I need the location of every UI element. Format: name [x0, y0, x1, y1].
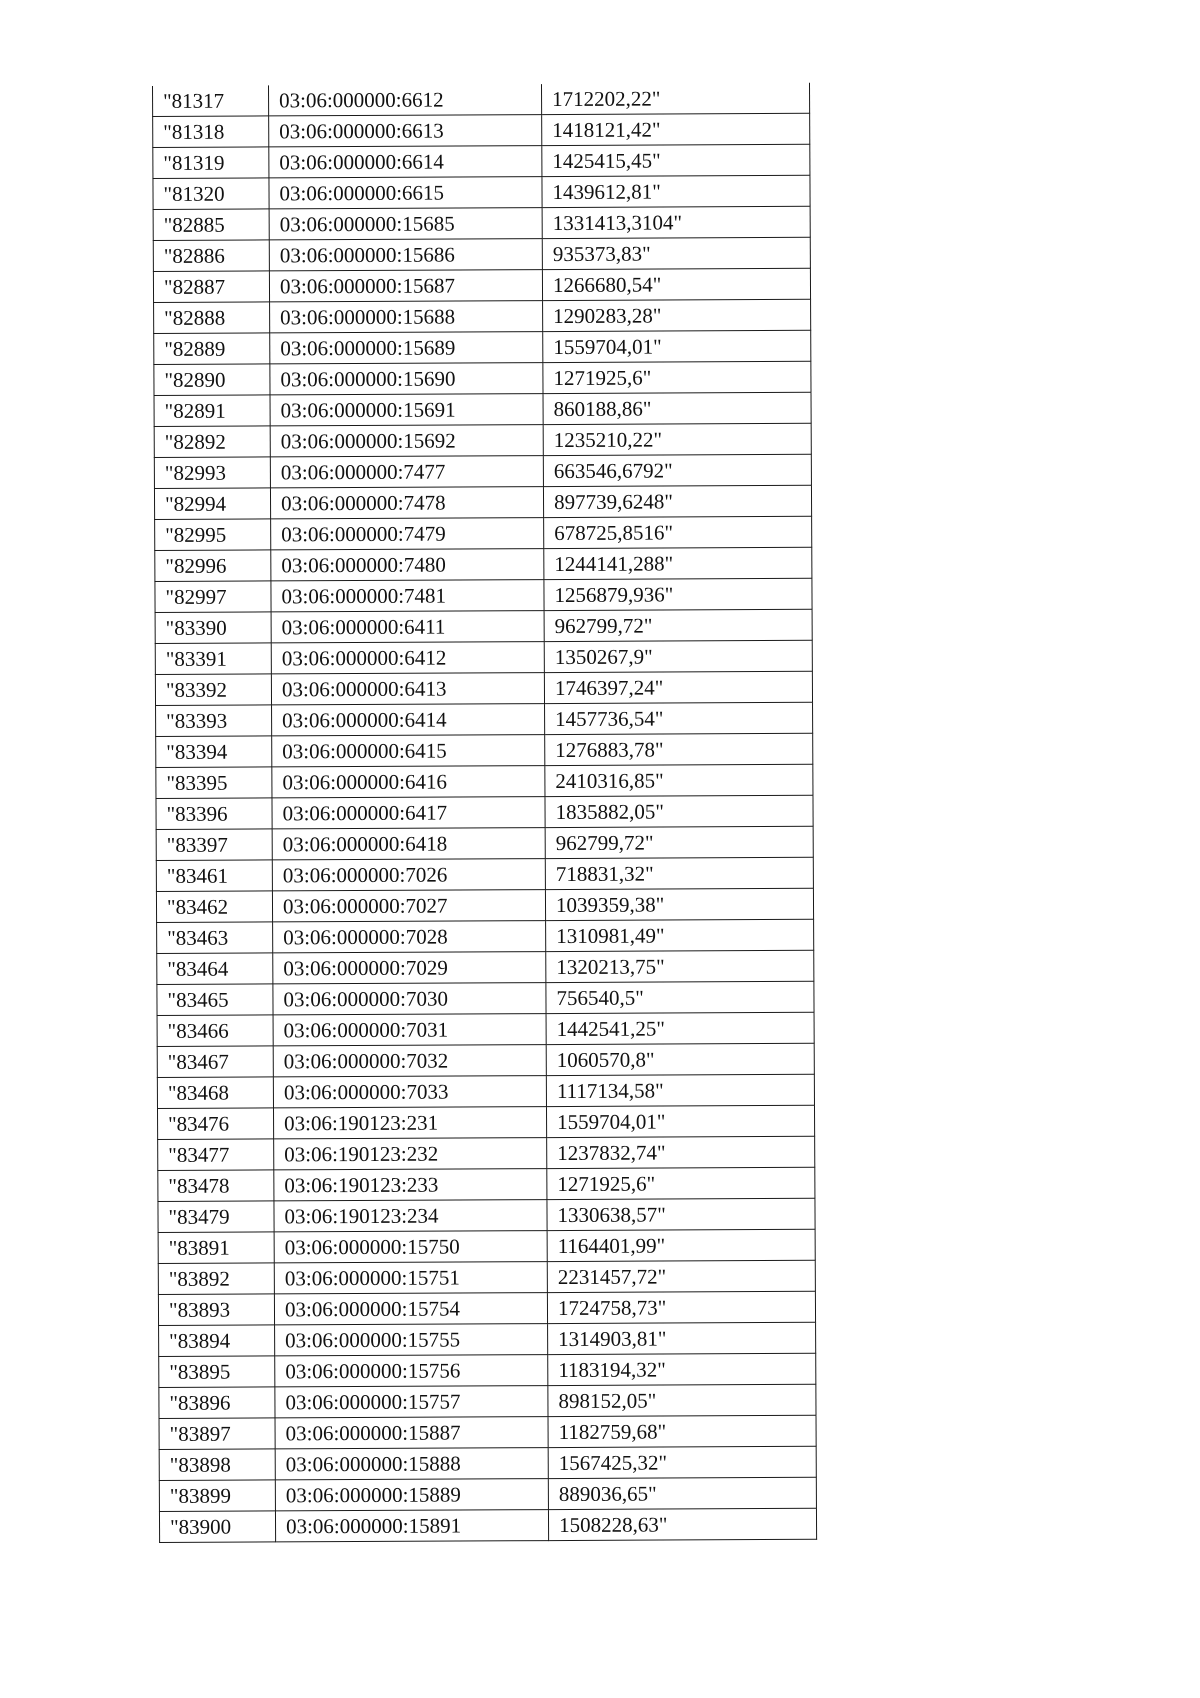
cadastral-value-cell: 1235210,22"	[543, 423, 811, 455]
cadastral-value-cell: 897739,6248"	[543, 485, 811, 517]
cadastral-value-cell: 1320213,75"	[546, 950, 814, 982]
table-row	[156, 702, 813, 736]
record-number-cell: "83900	[159, 1511, 275, 1543]
record-number-cell: "83899	[159, 1480, 275, 1512]
table-row	[155, 578, 812, 612]
table-row	[159, 1415, 816, 1449]
cadastral-value-cell: 1439612,81"	[542, 175, 810, 207]
table-row	[153, 237, 810, 271]
cadastral-number-cell: 03:06:000000:7477	[270, 456, 543, 488]
record-number-cell: "83895	[159, 1356, 275, 1388]
table-row	[158, 1229, 815, 1263]
cadastral-value-cell: 1290283,28"	[543, 299, 811, 331]
cadastral-number-cell: 03:06:000000:15751	[274, 1262, 547, 1294]
table-row	[154, 423, 811, 457]
cadastral-value-cell: 1256879,936"	[544, 578, 812, 610]
cadastral-number-cell: 03:06:000000:7027	[272, 890, 545, 922]
table-row	[153, 175, 810, 209]
table-row	[156, 733, 813, 767]
record-number-cell: "81320	[153, 178, 269, 210]
cadastral-value-cell: 1330638,57"	[547, 1198, 815, 1230]
table-row	[157, 1074, 814, 1108]
cadastral-value-cell: 860188,86"	[543, 392, 811, 424]
cadastral-value-cell: 1266680,54"	[542, 268, 810, 300]
cadastral-value-cell: 935373,83"	[542, 237, 810, 269]
record-number-cell: "82995	[155, 519, 271, 551]
cadastral-value-cell: 1567425,32"	[548, 1446, 816, 1478]
table-row	[157, 950, 814, 984]
table-row	[154, 485, 811, 519]
record-number-cell: "83891	[158, 1232, 274, 1264]
table-row	[155, 609, 812, 643]
cadastral-value-cell: 1350267,9"	[544, 640, 812, 672]
cadastral-value-cell: 663546,6792"	[543, 454, 811, 486]
table-row	[159, 1353, 816, 1387]
table-row	[156, 826, 813, 860]
table-row	[157, 1043, 814, 1077]
cadastral-value-cell: 1559704,01"	[546, 1105, 814, 1137]
record-number-cell: "83394	[156, 736, 272, 768]
table-row	[156, 764, 813, 798]
cadastral-value-cell: 1039359,38"	[545, 888, 813, 920]
cadastral-value-table	[152, 83, 817, 1543]
cadastral-number-cell: 03:06:000000:15888	[275, 1448, 548, 1480]
cadastral-value-cell: 1276883,78"	[545, 733, 813, 765]
table-row	[159, 1384, 816, 1418]
record-number-cell: "83395	[156, 767, 272, 799]
cadastral-number-cell: 03:06:000000:7028	[273, 921, 546, 953]
cadastral-number-cell: 03:06:000000:7480	[271, 549, 544, 581]
cadastral-number-cell: 03:06:000000:15689	[270, 332, 543, 364]
record-number-cell: "83392	[155, 674, 271, 706]
table-row	[158, 1136, 815, 1170]
record-number-cell: "81318	[153, 116, 269, 148]
table-row	[157, 981, 814, 1015]
table-row	[154, 392, 811, 426]
record-number-cell: "83465	[157, 984, 273, 1016]
table-row	[159, 1477, 816, 1511]
cadastral-value-cell: 889036,65"	[548, 1477, 816, 1509]
record-number-cell: "83468	[157, 1077, 273, 1109]
cadastral-value-cell: 1746397,24"	[544, 671, 812, 703]
record-number-cell: "83461	[156, 860, 272, 892]
cadastral-number-cell: 03:06:000000:7479	[271, 518, 544, 550]
record-number-cell: "83391	[155, 643, 271, 675]
cadastral-value-cell: 1425415,45"	[542, 144, 810, 176]
cadastral-value-cell: 1457736,54"	[545, 702, 813, 734]
cadastral-number-cell: 03:06:000000:6615	[269, 177, 542, 209]
table-row	[156, 857, 813, 891]
table-row	[155, 671, 812, 705]
record-number-cell: "83393	[156, 705, 272, 737]
record-number-cell: "83464	[157, 953, 273, 985]
cadastral-value-cell: 1712202,22"	[541, 83, 809, 115]
record-number-cell: "83397	[156, 829, 272, 861]
cadastral-value-cell: 962799,72"	[544, 609, 812, 641]
record-number-cell: "82996	[155, 550, 271, 582]
cadastral-number-cell: 03:06:000000:15687	[269, 270, 542, 302]
table-body	[153, 83, 817, 1543]
record-number-cell: "83892	[158, 1263, 274, 1295]
cadastral-value-cell: 1271925,6"	[547, 1167, 815, 1199]
cadastral-value-cell: 1559704,01"	[543, 330, 811, 362]
cadastral-number-cell: 03:06:000000:6412	[271, 642, 544, 674]
cadastral-value-cell: 1060570,8"	[546, 1043, 814, 1075]
cadastral-number-cell: 03:06:190123:231	[273, 1107, 546, 1139]
table-row	[154, 454, 811, 488]
cadastral-value-cell: 1271925,6"	[543, 361, 811, 393]
cadastral-number-cell: 03:06:000000:6415	[272, 735, 545, 767]
cadastral-number-cell: 03:06:000000:15756	[275, 1355, 548, 1387]
record-number-cell: "83478	[158, 1170, 274, 1202]
cadastral-value-cell: 898152,05"	[548, 1384, 816, 1416]
cadastral-number-cell: 03:06:000000:6414	[272, 704, 545, 736]
table-row	[153, 144, 810, 178]
record-number-cell: "83463	[157, 922, 273, 954]
table-row	[155, 640, 812, 674]
cadastral-value-cell: 1724758,73"	[547, 1291, 815, 1323]
table-row	[158, 1167, 815, 1201]
cadastral-number-cell: 03:06:000000:6614	[269, 146, 542, 178]
record-number-cell: "81317	[153, 85, 269, 116]
table-row	[157, 1105, 814, 1139]
cadastral-number-cell: 03:06:000000:6613	[269, 115, 542, 147]
cadastral-value-cell: 1237832,74"	[547, 1136, 815, 1168]
record-number-cell: "82885	[153, 209, 269, 241]
cadastral-value-cell: 1310981,49"	[546, 919, 814, 951]
cadastral-number-cell: 03:06:000000:15685	[269, 208, 542, 240]
cadastral-number-cell: 03:06:000000:15688	[270, 301, 543, 333]
record-number-cell: "82997	[155, 581, 271, 613]
cadastral-value-cell: 1835882,05"	[545, 795, 813, 827]
cadastral-number-cell: 03:06:000000:7481	[271, 580, 544, 612]
record-number-cell: "83479	[158, 1201, 274, 1233]
cadastral-value-cell: 962799,72"	[545, 826, 813, 858]
table-row	[153, 113, 810, 147]
record-number-cell: "82993	[154, 457, 270, 489]
record-number-cell: "83894	[159, 1325, 275, 1357]
cadastral-value-cell: 1442541,25"	[546, 1012, 814, 1044]
cadastral-value-cell: 718831,32"	[545, 857, 813, 889]
table-row	[153, 206, 810, 240]
record-number-cell: "82890	[154, 364, 270, 396]
record-number-cell: "82887	[153, 271, 269, 303]
cadastral-number-cell: 03:06:000000:15754	[274, 1293, 547, 1325]
record-number-cell: "83467	[157, 1046, 273, 1078]
record-number-cell: "82889	[154, 333, 270, 365]
cadastral-number-cell: 03:06:000000:15750	[274, 1231, 547, 1263]
record-number-cell: "83898	[159, 1449, 275, 1481]
table-row	[157, 1012, 814, 1046]
record-number-cell: "81319	[153, 147, 269, 179]
cadastral-number-cell: 03:06:000000:15887	[275, 1417, 548, 1449]
table-row	[155, 516, 812, 550]
table-row	[156, 888, 813, 922]
table-row	[154, 361, 811, 395]
cadastral-number-cell: 03:06:000000:6612	[268, 84, 541, 116]
cadastral-number-cell: 03:06:000000:15757	[275, 1386, 548, 1418]
table-row	[159, 1322, 816, 1356]
record-number-cell: "82886	[153, 240, 269, 272]
table-row	[153, 83, 810, 117]
table-row	[154, 299, 811, 333]
cadastral-value-cell: 2410316,85"	[545, 764, 813, 796]
cadastral-number-cell: 03:06:000000:7032	[273, 1045, 546, 1077]
cadastral-number-cell: 03:06:000000:15691	[270, 394, 543, 426]
cadastral-value-cell: 1164401,99"	[547, 1229, 815, 1261]
cadastral-value-cell: 1331413,3104"	[542, 206, 810, 238]
cadastral-value-cell: 2231457,72"	[547, 1260, 815, 1292]
table-row	[157, 919, 814, 953]
cadastral-number-cell: 03:06:000000:15692	[270, 425, 543, 457]
record-number-cell: "83462	[156, 891, 272, 923]
record-number-cell: "82888	[154, 302, 270, 334]
record-number-cell: "83476	[157, 1108, 273, 1140]
cadastral-number-cell: 03:06:000000:6417	[272, 797, 545, 829]
table-row	[158, 1260, 815, 1294]
cadastral-number-cell: 03:06:000000:15889	[275, 1479, 548, 1511]
cadastral-value-cell: 1314903,81"	[548, 1322, 816, 1354]
table-row	[158, 1198, 815, 1232]
cadastral-number-cell: 03:06:000000:6418	[272, 828, 545, 860]
cadastral-number-cell: 03:06:000000:7031	[273, 1014, 546, 1046]
cadastral-number-cell: 03:06:000000:6413	[271, 673, 544, 705]
table-row	[158, 1291, 815, 1325]
cadastral-number-cell: 03:06:000000:15891	[275, 1510, 548, 1542]
cadastral-number-cell: 03:06:000000:6416	[272, 766, 545, 798]
cadastral-value-cell: 756540,5"	[546, 981, 814, 1013]
cadastral-number-cell: 03:06:000000:7033	[273, 1076, 546, 1108]
record-number-cell: "83893	[158, 1294, 274, 1326]
table-row	[153, 268, 810, 302]
cadastral-number-cell: 03:06:000000:7026	[272, 859, 545, 891]
cadastral-number-cell: 03:06:000000:15690	[270, 363, 543, 395]
table-row	[155, 547, 812, 581]
cadastral-number-cell: 03:06:000000:7478	[270, 487, 543, 519]
table-row	[159, 1508, 816, 1542]
record-number-cell: "83897	[159, 1418, 275, 1450]
cadastral-value-cell: 1183194,32"	[548, 1353, 816, 1385]
cadastral-number-cell: 03:06:000000:15686	[269, 239, 542, 271]
record-number-cell: "83390	[155, 612, 271, 644]
record-number-cell: "83477	[158, 1139, 274, 1171]
table-row	[159, 1446, 816, 1480]
cadastral-number-cell: 03:06:000000:6411	[271, 611, 544, 643]
cadastral-number-cell: 03:06:000000:7029	[273, 952, 546, 984]
table-row	[156, 795, 813, 829]
record-number-cell: "83896	[159, 1387, 275, 1419]
cadastral-number-cell: 03:06:190123:234	[274, 1200, 547, 1232]
cadastral-value-cell: 1508228,63"	[548, 1508, 816, 1540]
cadastral-value-cell: 1117134,58"	[546, 1074, 814, 1106]
table-row	[154, 330, 811, 364]
record-number-cell: "83396	[156, 798, 272, 830]
cadastral-number-cell: 03:06:000000:7030	[273, 983, 546, 1015]
cadastral-value-cell: 678725,8516"	[544, 516, 812, 548]
cadastral-number-cell: 03:06:000000:15755	[275, 1324, 548, 1356]
cadastral-number-cell: 03:06:190123:232	[274, 1138, 547, 1170]
record-number-cell: "82891	[154, 395, 270, 427]
record-number-cell: "82994	[154, 488, 270, 520]
cadastral-value-cell: 1418121,42"	[542, 113, 810, 145]
cadastral-value-cell: 1182759,68"	[548, 1415, 816, 1447]
cadastral-number-cell: 03:06:190123:233	[274, 1169, 547, 1201]
cadastral-value-cell: 1244141,288"	[544, 547, 812, 579]
record-number-cell: "83466	[157, 1015, 273, 1047]
record-number-cell: "82892	[154, 426, 270, 458]
